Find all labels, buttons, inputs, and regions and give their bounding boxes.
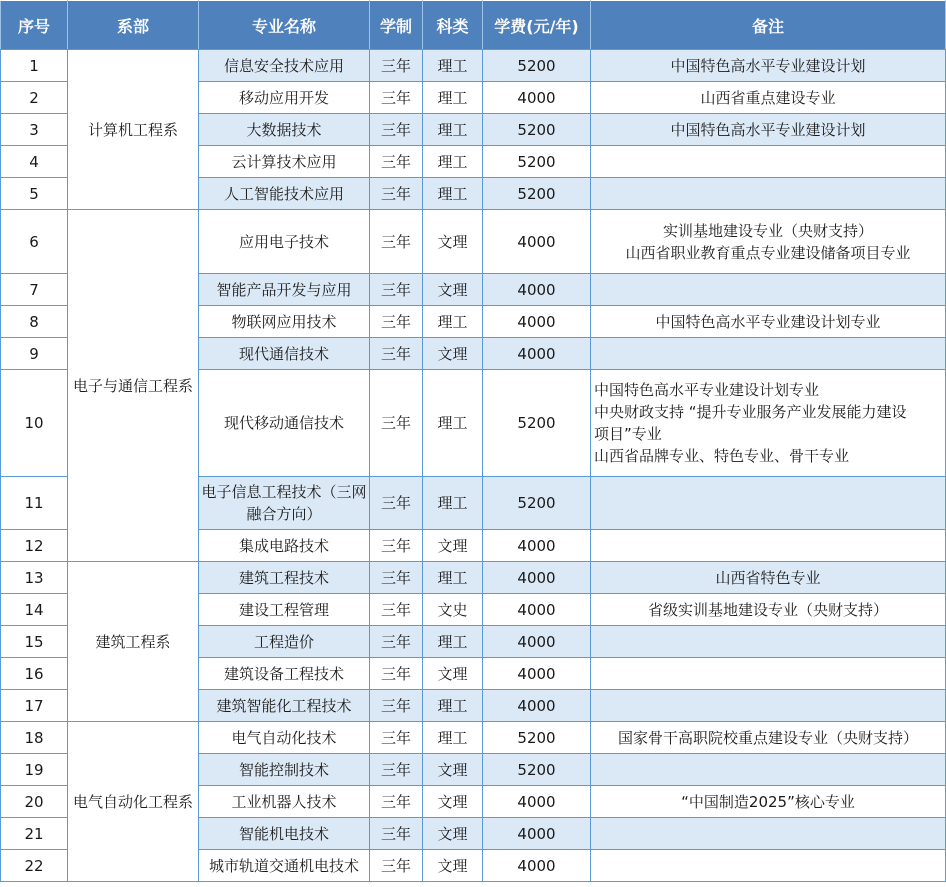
note-cell xyxy=(591,210,946,274)
tuition-fee: 5200 xyxy=(483,146,591,178)
header-note: 备注 xyxy=(591,1,946,50)
major-name: 现代通信技术 xyxy=(199,338,370,370)
major-name: 移动应用开发 xyxy=(199,82,370,114)
category: 文理 xyxy=(423,274,483,306)
note-line: 山西省职业教育重点专业建设储备项目专业 xyxy=(625,243,911,262)
row-number: 10 xyxy=(1,370,68,477)
department-cell: 电子与通信工程系 xyxy=(68,210,199,562)
note-line: 项目”专业 xyxy=(594,425,662,443)
major-name: 智能机电技术 xyxy=(199,818,370,850)
note-line: 中国特色高水平专业建设计划专业 xyxy=(594,381,820,399)
table-row xyxy=(1,210,946,274)
category: 理工 xyxy=(423,50,483,82)
category: 理工 xyxy=(423,306,483,338)
duration: 三年 xyxy=(370,114,423,146)
duration: 三年 xyxy=(370,306,423,338)
note-cell xyxy=(591,370,946,477)
department-cell: 计算机工程系 xyxy=(68,50,199,210)
note-cell xyxy=(591,626,946,658)
duration: 三年 xyxy=(370,562,423,594)
duration: 三年 xyxy=(370,658,423,690)
row-number: 4 xyxy=(1,146,68,178)
note-cell xyxy=(591,594,946,626)
duration: 三年 xyxy=(370,178,423,210)
note-cell xyxy=(591,818,946,850)
row-number: 20 xyxy=(1,786,68,818)
row-number: 19 xyxy=(1,754,68,786)
duration: 三年 xyxy=(370,477,423,530)
row-number: 15 xyxy=(1,626,68,658)
major-name: 电气自动化技术 xyxy=(199,722,370,754)
major-name: 工程造价 xyxy=(199,626,370,658)
note-line: 山西省特色专业 xyxy=(715,568,821,587)
tuition-fee: 5200 xyxy=(483,114,591,146)
row-number: 7 xyxy=(1,274,68,306)
header-fee: 学费(元/年) xyxy=(483,1,591,50)
major-name: 城市轨道交通机电技术 xyxy=(199,850,370,882)
note-line: 省级实训基地建设专业（央财支持） xyxy=(647,600,888,619)
note-line: 国家骨干高职院校重点建设专业（央财支持） xyxy=(617,728,918,747)
tuition-fee: 4000 xyxy=(483,658,591,690)
tuition-fee: 5200 xyxy=(483,477,591,530)
row-number: 13 xyxy=(1,562,68,594)
duration: 三年 xyxy=(370,594,423,626)
table-row xyxy=(1,722,946,754)
note-line: “中国制造2025”核心专业 xyxy=(681,792,855,811)
category: 理工 xyxy=(423,690,483,722)
row-number: 16 xyxy=(1,658,68,690)
row-number: 9 xyxy=(1,338,68,370)
department-cell: 建筑工程系 xyxy=(68,562,199,722)
header-row xyxy=(1,1,946,50)
department-cell: 电气自动化工程系 xyxy=(68,722,199,882)
major-name: 建筑智能化工程技术 xyxy=(199,690,370,722)
note-cell xyxy=(591,562,946,594)
major-name: 建设工程管理 xyxy=(199,594,370,626)
category: 理工 xyxy=(423,146,483,178)
category: 理工 xyxy=(423,82,483,114)
major-name: 信息安全技术应用 xyxy=(199,50,370,82)
row-number: 8 xyxy=(1,306,68,338)
duration: 三年 xyxy=(370,786,423,818)
tuition-fee: 4000 xyxy=(483,786,591,818)
note-cell xyxy=(591,690,946,722)
tuition-fee: 4000 xyxy=(483,82,591,114)
row-number: 22 xyxy=(1,850,68,882)
duration: 三年 xyxy=(370,626,423,658)
note-line: 山西省品牌专业、特色专业、骨干专业 xyxy=(594,447,850,465)
row-number: 1 xyxy=(1,50,68,82)
note-cell xyxy=(591,786,946,818)
duration: 三年 xyxy=(370,338,423,370)
header-category: 科类 xyxy=(423,1,483,50)
note-cell xyxy=(591,114,946,146)
category: 理工 xyxy=(423,477,483,530)
tuition-fee: 4000 xyxy=(483,818,591,850)
tuition-fee: 5200 xyxy=(483,754,591,786)
category: 理工 xyxy=(423,178,483,210)
duration: 三年 xyxy=(370,722,423,754)
major-name: 大数据技术 xyxy=(199,114,370,146)
row-number: 11 xyxy=(1,477,68,530)
row-number: 21 xyxy=(1,818,68,850)
note-cell xyxy=(591,754,946,786)
major-name: 智能产品开发与应用 xyxy=(199,274,370,306)
major-name: 集成电路技术 xyxy=(199,530,370,562)
major-name: 电子信息工程技术（三网融合方向） xyxy=(199,477,370,530)
category: 文理 xyxy=(423,530,483,562)
duration: 三年 xyxy=(370,370,423,477)
header-department: 系部 xyxy=(68,1,199,50)
major-name: 物联网应用技术 xyxy=(199,306,370,338)
tuition-fee: 4000 xyxy=(483,274,591,306)
note-line: 中央财政支持 “提升专业服务产业发展能力建设 xyxy=(594,403,907,421)
category: 文理 xyxy=(423,786,483,818)
note-cell xyxy=(591,530,946,562)
major-name: 智能控制技术 xyxy=(199,754,370,786)
note-cell xyxy=(591,146,946,178)
tuition-fee: 5200 xyxy=(483,722,591,754)
duration: 三年 xyxy=(370,530,423,562)
category: 理工 xyxy=(423,114,483,146)
tuition-fee: 4000 xyxy=(483,530,591,562)
category: 文理 xyxy=(423,850,483,882)
category: 文史 xyxy=(423,594,483,626)
major-name: 人工智能技术应用 xyxy=(199,178,370,210)
tuition-fee: 4000 xyxy=(483,850,591,882)
tuition-fee: 4000 xyxy=(483,690,591,722)
duration: 三年 xyxy=(370,82,423,114)
category: 理工 xyxy=(423,626,483,658)
duration: 三年 xyxy=(370,690,423,722)
note-cell xyxy=(591,338,946,370)
note-line: 中国特色高水平专业建设计划 xyxy=(670,56,866,75)
major-name: 建筑工程技术 xyxy=(199,562,370,594)
row-number: 6 xyxy=(1,210,68,274)
duration: 三年 xyxy=(370,818,423,850)
tuition-fee: 4000 xyxy=(483,594,591,626)
row-number: 18 xyxy=(1,722,68,754)
major-name: 工业机器人技术 xyxy=(199,786,370,818)
major-name: 云计算技术应用 xyxy=(199,146,370,178)
tuition-fee: 5200 xyxy=(483,50,591,82)
tuition-fee: 4000 xyxy=(483,626,591,658)
note-cell xyxy=(591,274,946,306)
row-number: 3 xyxy=(1,114,68,146)
note-line: 中国特色高水平专业建设计划专业 xyxy=(655,312,881,331)
tuition-fee: 4000 xyxy=(483,338,591,370)
category: 文理 xyxy=(423,818,483,850)
note-cell xyxy=(591,477,946,530)
tuition-fee: 4000 xyxy=(483,210,591,274)
note-line: 山西省重点建设专业 xyxy=(700,88,836,107)
note-cell xyxy=(591,178,946,210)
category: 文理 xyxy=(423,210,483,274)
category: 文理 xyxy=(423,754,483,786)
note-cell xyxy=(591,82,946,114)
row-number: 12 xyxy=(1,530,68,562)
row-number: 2 xyxy=(1,82,68,114)
header-major: 专业名称 xyxy=(199,1,370,50)
row-number: 5 xyxy=(1,178,68,210)
major-name: 建筑设备工程技术 xyxy=(199,658,370,690)
category: 理工 xyxy=(423,722,483,754)
tuition-fee: 4000 xyxy=(483,562,591,594)
duration: 三年 xyxy=(370,850,423,882)
note-cell xyxy=(591,50,946,82)
duration: 三年 xyxy=(370,754,423,786)
table-row xyxy=(1,50,946,82)
header-duration: 学制 xyxy=(370,1,423,50)
row-number: 17 xyxy=(1,690,68,722)
duration: 三年 xyxy=(370,210,423,274)
duration: 三年 xyxy=(370,146,423,178)
category: 文理 xyxy=(423,658,483,690)
tuition-fee: 5200 xyxy=(483,370,591,477)
category: 文理 xyxy=(423,338,483,370)
major-name: 现代移动通信技术 xyxy=(199,370,370,477)
note-cell xyxy=(591,658,946,690)
category: 理工 xyxy=(423,370,483,477)
table-row xyxy=(1,562,946,594)
tuition-fee: 5200 xyxy=(483,178,591,210)
note-cell xyxy=(591,850,946,882)
duration: 三年 xyxy=(370,274,423,306)
major-name: 应用电子技术 xyxy=(199,210,370,274)
duration: 三年 xyxy=(370,50,423,82)
category: 理工 xyxy=(423,562,483,594)
header-no: 序号 xyxy=(1,1,68,50)
tuition-fee: 4000 xyxy=(483,306,591,338)
note-cell xyxy=(591,722,946,754)
note-line: 实训基地建设专业（央财支持） xyxy=(662,221,873,240)
row-number: 14 xyxy=(1,594,68,626)
note-cell xyxy=(591,306,946,338)
note-line: 中国特色高水平专业建设计划 xyxy=(670,120,866,139)
